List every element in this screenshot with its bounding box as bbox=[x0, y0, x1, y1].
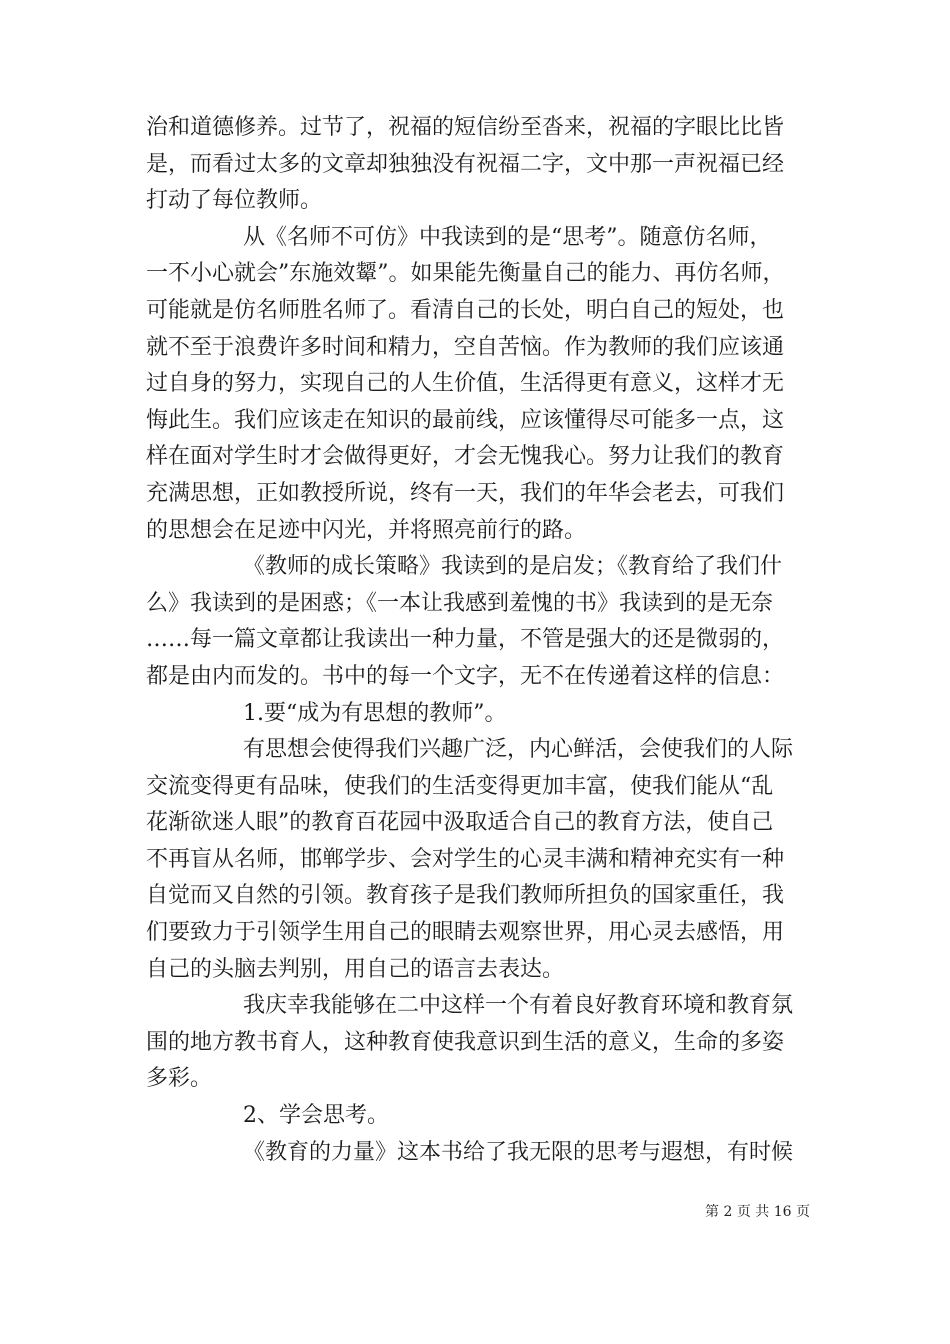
page-number-footer: 第 2 页 共 16 页 bbox=[705, 1204, 810, 1220]
text-line: 可能就是仿名师胜名师了。看清自己的长处，明白自己的短处，也 bbox=[146, 297, 785, 323]
text-line: 充满思想，正如教授所说，终有一天，我们的年华会老去，可我们 bbox=[146, 480, 785, 506]
text-line: 悔此生。我们应该走在知识的最前线，应该懂得尽可能多一点，这 bbox=[146, 407, 785, 433]
text-line: 们要致力于引领学生用自己的眼睛去观察世界，用心灵去感悟，用 bbox=[146, 920, 785, 946]
text-line: 么》我读到的是困惑；《一本让我感到羞愧的书》我读到的是无奈 bbox=[146, 590, 774, 616]
body-text bbox=[146, 110, 808, 1171]
text-line: 多彩。 bbox=[146, 1066, 213, 1092]
text-line: 的思想会在足迹中闪光，并将照亮前行的路。 bbox=[146, 517, 587, 543]
text-line: 有思想会使得我们兴趣广泛，内心鲜活，会使我们的人际 bbox=[243, 737, 794, 763]
text-line: 交流变得更有品味，使我们的生活变得更加丰富，使我们能从“乱 bbox=[146, 773, 774, 799]
text-line: 我庆幸我能够在二中这样一个有着良好教育环境和教育氛 bbox=[243, 993, 794, 1019]
text-line: 都是由内而发的。书中的每一个文字，无不在传递着这样的信息： bbox=[146, 663, 785, 689]
text-line: 一不小心就会”东施效颦”。如果能先衡量自己的能力、再仿名师， bbox=[146, 261, 785, 287]
text-line: 打动了每位教师。 bbox=[146, 188, 323, 214]
text-line: 《教师的成长策略》我读到的是启发；《教育给了我们什 bbox=[243, 554, 783, 580]
text-line: 围的地方教书育人，这种教育使我意识到生活的意义，生命的多姿 bbox=[146, 1029, 785, 1055]
text-line: 2、学会思考。 bbox=[243, 1103, 389, 1129]
text-line: 样在面对学生时才会做得更好，才会无愧我心。努力让我们的教育 bbox=[146, 444, 785, 470]
text-line: 过自身的努力，实现自己的人生价值，生活得更有意义，这样才无 bbox=[146, 371, 785, 397]
text-line: ……每一篇文章都让我读出一种力量，不管是强大的还是微弱的， bbox=[146, 627, 785, 653]
text-line: 就不至于浪费许多时间和精力，空自苦恼。作为教师的我们应该通 bbox=[146, 334, 785, 360]
text-line: 治和道德修养。过节了，祝福的短信纷至沓来，祝福的字眼比比皆 bbox=[146, 115, 785, 140]
text-line: 是，而看过太多的文章却独独没有祝福二字，文中那一声祝福已经 bbox=[146, 151, 785, 177]
text-line: 自觉而又自然的引领。教育孩子是我们教师所担负的国家重任，我 bbox=[146, 883, 785, 909]
text-line: 从《名师不可仿》中我读到的是“思考”。随意仿名师， bbox=[243, 224, 772, 250]
text-line: 自己的头脑去判别，用自己的语言去表达。 bbox=[146, 956, 565, 982]
text-line: 《教育的力量》这本书给了我无限的思考与遐想，有时候 bbox=[243, 1139, 794, 1165]
text-line: 1.要“成为有思想的教师”。 bbox=[243, 700, 507, 726]
text-line: 花渐欲迷人眼”的教育百花园中汲取适合自己的教育方法，使自己 bbox=[146, 810, 774, 836]
text-line: 不再盲从名师，邯郸学步、会对学生的心灵丰满和精神充实有一种 bbox=[146, 846, 785, 872]
